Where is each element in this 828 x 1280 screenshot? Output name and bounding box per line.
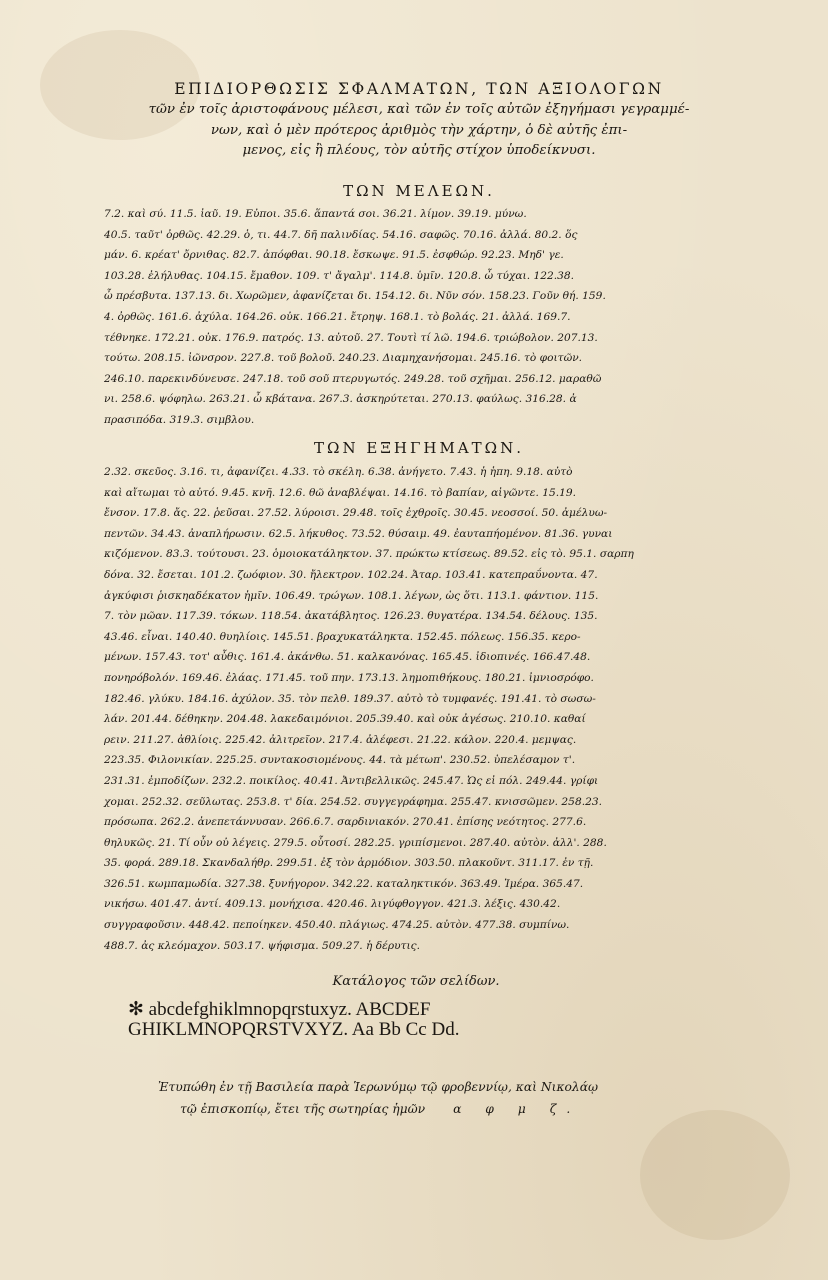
colophon-line: Ἐτυπώθη ἐν τῇ Βασιλεία παρὰ Ἱερωνύμῳ τῷ φροβεννίῳ, καὶ Νικολάῳ [158,1080,599,1094]
errata-line: ἀγκύφισι ῥισκηαδέκατον ἡμῖν. 106.49. τρώγων. 108.1. λέγων, ὡς ὅτι. 113.1. φάντιον. 115. [104,589,599,602]
errata-line: ἔνσον. 17.8. ἄς. 22. ῥεῦσαι. 27.52. λύροισι. 29.48. τοῖς ἐχθροῖς. 30.45. νεοσσοί. 50. ἀμέλυω- [104,507,608,520]
errata-line: πεντῶν. 34.43. ἀναπλήρωσιν. 62.5. λήκυθος. 73.52. θύσαιμ. 49. ἐαυταπήομένον. 81.36. γυναι [104,527,613,540]
errata-line: 326.51. κωμπαμωδία. 327.38. ξυνήγορον. 342.22. καταληκτικόν. 363.49. Ἱμέρα. 365.47. [104,877,584,890]
errata-line: 488.7. ἀς κλεόμαχον. 503.17. ψήφισμα. 509.27. ἡ δέρυτις. [104,939,420,952]
errata-line: τούτω. 208.15. ἰῶνσρον. 227.8. τοῦ βολοῦ. 240.23. Διαμηχανήσομαι. 245.16. τὸ φοιτῶν. [104,352,583,365]
errata-line: ρειν. 211.27. ἀθλίοις. 225.42. ἀλιτρεῖον. 217.4. ἀλέφεσι. 21.22. κάλον. 220.4. μεμψας. [104,733,577,746]
section-heading-exegematon: ΤΩΝ ΕΞΗΓΗΜΑΤΩΝ. [314,439,524,457]
errata-exegematon [104,462,734,956]
errata-line: δόνα. 32. ἔσεται. 101.2. ζωόφιον. 30. ἤλεκτρον. 102.24. Ἀταρ. 103.41. κατεπραΰνοντα. 47. [104,568,598,581]
errata-line: λάν. 201.44. δέθηκην. 204.48. λακεδαιμόνιοι. 205.39.40. καὶ οὐκ ἀγέσως. 210.10. καθαί [104,713,586,726]
title-block [104,78,734,162]
errata-line: 7.2. καὶ σύ. 11.5. ἰαῦ. 19. Εὐποι. 35.6. ἅπαντά σοι. 36.21. λίμον. 39.19. μύνω. [104,208,527,220]
errata-line: νι. 258.6. ψόφηλω. 263.21. ὦ κβάτανα. 267.3. ἀσκηρύτεται. 270.13. φαύλως. 316.28. ἀ [104,393,577,406]
colophon [158,1076,678,1120]
errata-line: καὶ αἴτωμαι τὸ αὐτό. 9.45. κνῆ. 12.6. θῶ ἀναβλέψαι. 14.16. τὸ βαπίαν, αἰγῶντε. 15.19. [104,486,577,499]
errata-line: κιζόμενον. 83.3. τούτουσι. 23. ὁμοιοκατάληκτον. 37. πρώκτω κτίσεως. 89.52. εἰς τὸ. 95.1. σαρπη [104,548,634,561]
colophon-year: α φ μ ζ. [453,1102,581,1116]
errata-line: 40.5. ταῦτ' ὀρθῶς. 42.29. ὁ, τι. 44.7. δῆ παλινδίας. 54.16. σαφῶς. 70.16. ἀλλά. 80.2. ὅς [104,228,578,241]
catalog-title: Κατάλογος τῶν σελίδων. [332,974,500,989]
errata-line: 35. φορά. 289.18. Σκανδαλήθρ. 299.51. ἐξ τὸν ἁρμόδιον. 303.50. πλακοῦντ. 311.17. ἐν τῇ. [104,857,594,870]
errata-line: μένων. 157.43. τοτ' αὖθις. 161.4. ἀκάνθω. 51. καλκανόνας. 165.45. ἰδιοπινές. 166.47.48. [104,651,591,664]
catalog-block [96,972,736,1040]
errata-line: 182.46. γλύκυ. 184.16. ἀχύλον. 35. τὸν πελθ. 189.37. αὐτὸ τὸ τυμφανές. 191.41. τὸ σωσω- [104,692,596,705]
errata-line: πρόσωπα. 262.2. ἀνεπετάννυσαν. 266.6.7. σαρδινιακόν. 270.41. ἐπίσης νεότητος. 277.6. [104,816,587,829]
errata-line: 4. ὀρθῶς. 161.6. ἀχύλα. 164.26. οὐκ. 166.21. ἔτρηψ. 168.1. τὸ βολάς. 21. ἀλλά. 169.7. [104,310,571,323]
errata-line: τέθνηκε. 172.21. οὐκ. 176.9. πατρός. 13. αὐτοῦ. 27. Τουτὶ τί λῶ. 194.6. τριώβολον. 207.13. [104,331,598,344]
errata-line: 103.28. ἐλήλυθας. 104.15. ἔμαθον. 109. τ' ἄγαλμ'. 114.8. ὑμῖν. 120.8. ὦ τύχαι. 122.38. [104,269,575,282]
errata-line: 43.46. εἶναι. 140.40. θυηλίοις. 145.51. βραχυκατάληκτα. 152.45. πόλεως. 156.35. κερο- [104,630,581,643]
title-heading: ΕΠΙΔΙΟΡΘΩΣΙΣ ΣΦΑΛΜΑΤΩΝ, ΤΩΝ ΑΞΙΟΛΟΓΩΝ [174,80,664,98]
errata-line: μάν. 6. κρέατ' ὄρνιθας. 82.7. ἀπόφθαι. 90.18. ἔσκωψε. 91.5. ἐσφθώρ. 92.23. Μηδ' γε. [104,249,564,262]
errata-line: νικήσω. 401.47. ἀντί. 409.13. μονήχισα. 420.46. λιγύφθογγον. 421.3. λέξις. 430.42. [104,898,561,911]
errata-meleon [104,204,734,431]
title-subtitle-line: νων, καὶ ὁ μὲν πρότερος ἀριθμὸς τὴν χάρτην, ὁ δὲ αὐτῆς ἐπι- [210,122,628,138]
errata-line: πονηρόβολόν. 169.46. ἐλάας. 171.45. τοῦ πην. 173.13. λημοπιθήκους. 180.21. ἰμνιοσρόφο. [104,671,594,684]
section-heading-meleon: ΤΩΝ ΜΕΛΕΩΝ. [343,182,495,200]
errata-line: ὦ πρέσβυτα. 137.13. δι. Χωρῶμεν, ἀφανίζεται δι. 154.12. δι. Νῦν σόν. 158.23. Γοῦν θή. 159. [104,290,606,303]
errata-line: πρασιπόδα. 319.3. σιμβλου. [104,413,255,426]
colophon-text: τῷ ἐπισκοπίῳ, ἔτει τῆς σωτηρίας ἡμῶν [180,1102,426,1116]
errata-line: συγγραφοῦσιν. 448.42. πεποίηκεν. 450.40. πλάγιως. 474.25. αὐτὸν. 477.38. συμπίνω. [104,919,570,932]
errata-line: 7. τὸν μῶαν. 117.39. τόκων. 118.54. ἀκατάβλητος. 126.23. θυγατέρα. 134.54. δέλους. 135. [104,610,598,623]
errata-line: 246.10. παρεκινδύνευσε. 247.18. τοῦ σοῦ πτερυγωτός. 249.28. τοῦ σχῆμαι. 256.12. μαραθῶ [104,372,602,385]
errata-line: χομαι. 252.32. σεῦλωτας. 253.8. τ' δία. 254.52. συγγεγράφημα. 255.47. κνισσῶμεν. 258.23. [104,795,602,808]
errata-line: 2.32. σκεῦος. 3.16. τι, ἀφανίζει. 4.33. τὸ σκέλη. 6.38. ἀνήγετο. 7.43. ἡ ἡπη. 9.18. αὐτὸ [104,466,573,478]
errata-line: 231.31. ἐμποδίζων. 232.2. ποικίλος. 40.41. Ἀντιβελλικῶς. 245.47. Ὡς εἰ πόλ. 249.44. γρίφι [104,774,599,787]
title-subtitle-line: μενος, εἰς ἢ πλέους, τὸν αὐτῆς στίχον ὑποδείκνυσι. [242,143,596,158]
register-line: GHIKLMNOPQRSTVXYZ. Aa Bb Cc Dd. [128,1019,460,1040]
errata-line: 223.35. Φιλονικίαν. 225.25. συντακοσιομένους. 44. τὰ μέτωπ'. 230.52. ὑπελέσαμον τ'. [104,754,576,767]
errata-line: θηλυκῶς. 21. Τί οὖν οὐ λέγεις. 279.5. οὗτοσί. 282.25. γριπίσμενοι. 287.40. αὐτὸν. ἀλλ'. 288. [104,836,607,849]
paper-stain [640,1110,790,1240]
register-line: ✻ abcdefghiklmnopqrstuxyz. ABCDEF [128,999,431,1020]
colophon-line [158,1098,678,1120]
title-subtitle-line: τῶν ἐν τοῖς ἀριστοφάνους μέλεσι, καὶ τῶν ἐν τοῖς αὐτῶν ἐξηγήμασι γεγραμμέ- [148,102,690,117]
